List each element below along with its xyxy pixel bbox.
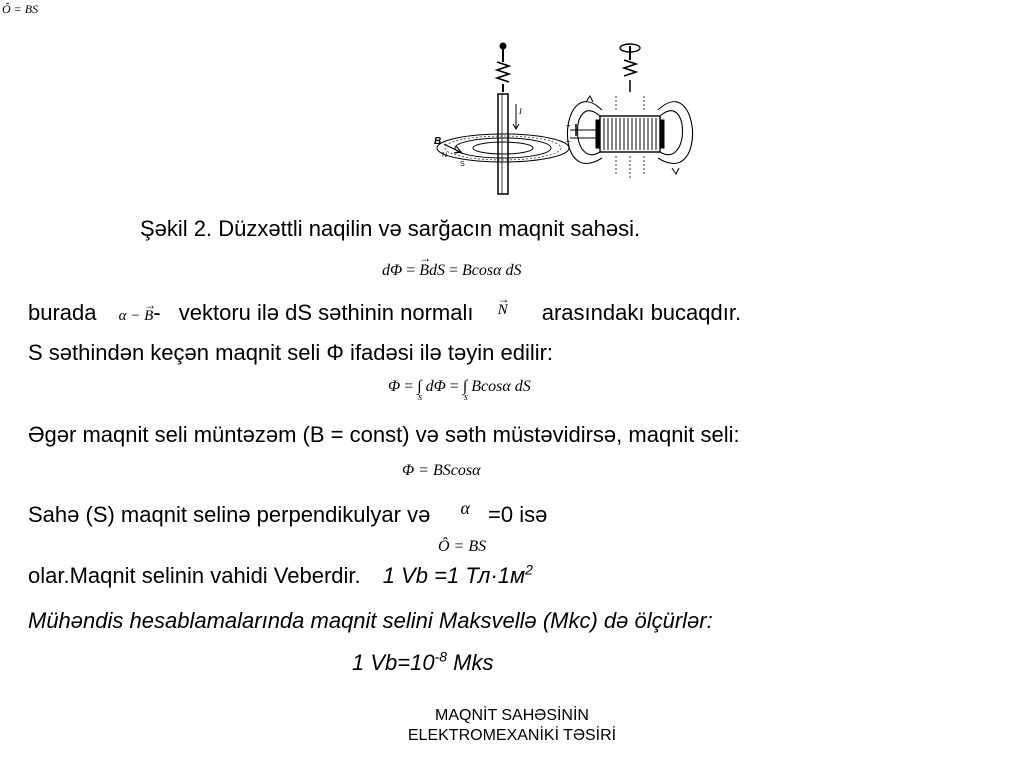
svg-text:+: + <box>566 121 571 130</box>
formula-equals: = <box>404 378 414 395</box>
formula-lhs: dΦ <box>382 262 403 279</box>
integral-sign-2: ∫ s <box>462 378 468 403</box>
vector-b: → B <box>419 251 432 279</box>
formula-ds: dS <box>429 262 445 279</box>
slide-footer-title <box>312 706 712 746</box>
line-perpendicular <box>28 498 548 529</box>
line-flux-intro: S səthindən keçən maqnit seli Φ ifadəsi ilə təyin edilir: <box>28 340 554 365</box>
vector-n: → N <box>498 302 508 318</box>
burada-end-text: arasındakı bucaqdır. <box>541 300 742 325</box>
integral-sign-1: ∫ s <box>417 378 423 403</box>
perpendicular-end-text: =0 isə <box>488 502 548 527</box>
burada-middle-text: vektoru ilə dS səthinin normalı <box>178 300 474 325</box>
alpha-vector-expression: α − → B <box>119 308 154 324</box>
formula-flux-differential <box>382 251 522 280</box>
svg-text:−: − <box>566 137 571 146</box>
integral-term-1: dΦ <box>425 378 446 395</box>
conversion-exponent: -8 <box>434 648 448 665</box>
weber-unit-text: olar.Maqnit selinin vahidi Veberdir. <box>28 563 361 588</box>
integral-lhs: Φ <box>388 378 401 395</box>
svg-text:S: S <box>460 161 465 168</box>
formula-o-bs: Ô = BS <box>438 538 487 555</box>
magnetic-field-figure <box>420 40 710 195</box>
formula-rhs: Bcosα dS <box>462 262 522 279</box>
figure-caption: Şəkil 2. Düzxəttli naqilin və sarğacın maqnit sahəsi. <box>140 216 641 241</box>
integral-term-2: Bcosα dS <box>471 378 531 395</box>
formula-equals: = <box>449 378 459 395</box>
line-weber-unit <box>28 563 533 589</box>
line-burada <box>28 292 1018 329</box>
formula-equals: = <box>406 262 416 279</box>
burada-word: burada <box>28 300 97 325</box>
vector-arrow-icon: → <box>419 251 432 265</box>
svg-text:I: I <box>519 107 522 116</box>
line-uniform-field: Əgər maqnit seli müntəzəm (B = const) və səth müstəvidirsə, maqnit seli: <box>28 422 740 447</box>
burada-dash: - <box>153 300 161 325</box>
formula-flux-uniform: Φ = BScosα <box>402 462 481 479</box>
perpendicular-text: Sahə (S) maqnit selinə perpendikulyar və <box>28 502 431 527</box>
conversion-unit: Mks <box>447 650 494 675</box>
vector-arrow-icon: → <box>144 298 157 312</box>
conversion-base: 1 Vb=10 <box>352 650 435 675</box>
svg-text:N: N <box>442 152 448 159</box>
vector-arrow-icon: → <box>497 292 510 306</box>
alpha-symbol: α <box>460 498 470 518</box>
corner-formula: Ô = BS <box>2 2 39 16</box>
weber-unit-formula: 1 Vb =1 $Тл\cdot 1м^2$ <box>382 561 533 588</box>
formula-flux-integral <box>388 378 531 403</box>
svg-text:B: B <box>434 136 442 147</box>
line-engineering: Mühəndis hesablamalarında maqnit selini Maksvellə (Mkc) də ölçürlər: <box>28 608 713 633</box>
line-conversion <box>352 650 493 676</box>
footer-line-1: MAQNİT SAHƏSİNİN <box>435 707 589 724</box>
formula-equals: = <box>449 262 459 279</box>
solenoid-illustration <box>566 44 693 180</box>
footer-line-2: ELEKTROMEXANİKİ TƏSİRİ <box>407 727 617 744</box>
straight-wire-illustration <box>434 43 569 194</box>
